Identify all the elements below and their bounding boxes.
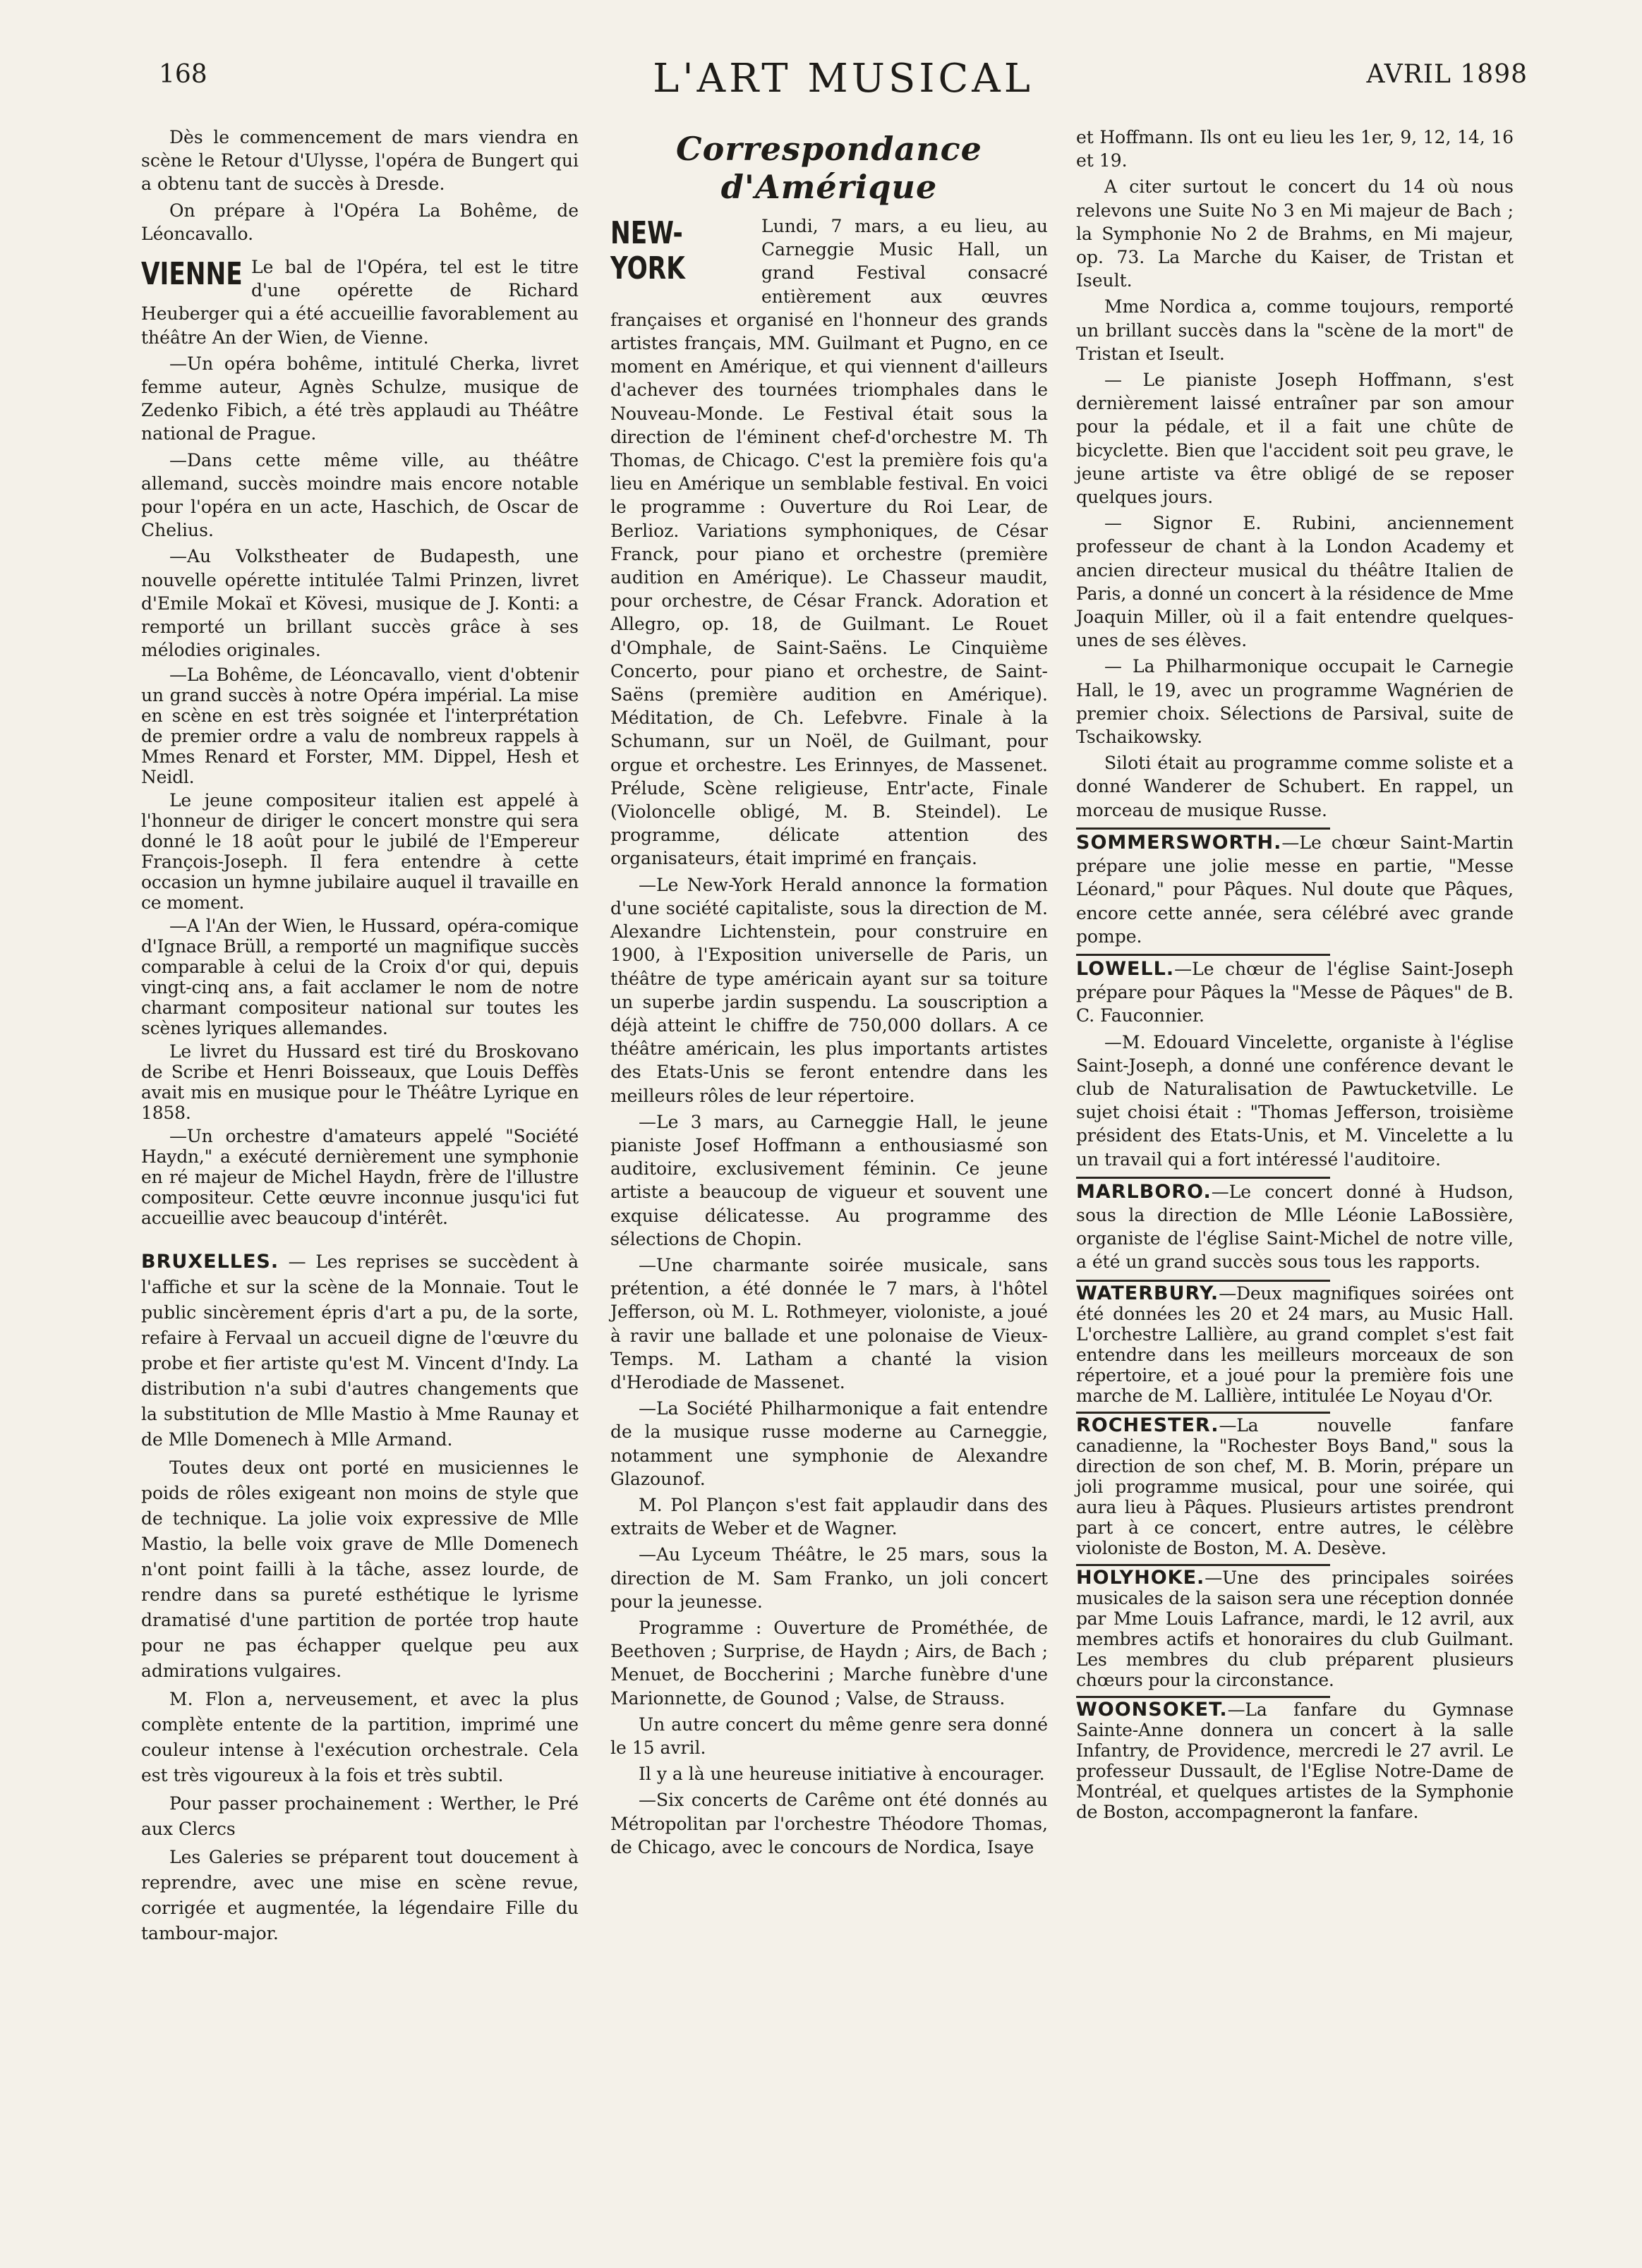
article-text: —La fanfare du Gymnase Sainte-Anne donnera un concert à la salle Infantry, de Providence, mercredi le 27 avril. Le professeur Dussault, de l'Eglise Notre-Dame de Montréal, et quelques artistes de la Symphonie de Boston, accompagneront la fanfare. [1076,1699,1514,1822]
article-paragraph: —La Société Philharmonique a fait entendre de la musique russe moderne au Carneggie, notamment une symphonie de Alexandre Glazounof. [610,1398,1048,1489]
article-paragraph: — La Philharmonique occupait le Carnegie Hall, le 19, avec un programme Wagnérien de premier choix. Sélections de Parsival, suite de Tschaikowsky. [1076,656,1514,748]
section-divider [1076,1564,1330,1566]
article-paragraph [1076,957,1514,1028]
article-paragraph: —Un orchestre d'amateurs appelé "Société Haydn," a exécuté dernièrement une symphonie en ré majeur de Michel Haydn, frère de l'illustre compositeur. Cette œuvre inconnue jusqu'ici fut accueillie avec beaucoup d'intérêt. [141,1126,579,1229]
article-paragraph: —Six concerts de Carême ont été donnés au Métropolitan par l'orchestre Théodore Thomas, de Chicago, avec le concours de Nordica, Isaye [610,1790,1048,1857]
section-divider [1076,1412,1330,1414]
article-paragraph: — Le pianiste Joseph Hoffmann, s'est dernièrement laissé entraîner par son amour pour la pédale, et il a fait une chûte de bicyclette. Bien que l'accident soit peu grave, le jeune artiste va être obligé de se reposer quelques jours. [1076,370,1514,508]
intro-paragraph: Dès le commencement de mars viendra en scène le Retour d'Ulysse, l'opéra de Bungert qui a obtenu tant de succès à Dresde. [141,127,579,195]
journal-title: L'ART MUSICAL [653,56,1034,102]
article-paragraph: Le jeune compositeur italien est appelé à l'honneur de diriger le concert monstre qui sera donné le 18 août pour le jubilé de l'Empereur François-Joseph. Il fera entendre à cette occasion un hymne jubilaire auquel il travaille en ce moment. [141,790,579,914]
article-text: —Le concert donné à Hudson, sous la direction de Mlle Léonie LaBossière, organiste de l'église Saint-Michel de notre ville, a été un grand succès sous tous les rapports. [1076,1181,1514,1273]
article-paragraph: —Une charmante soirée musicale, sans prétention, a été donnée le 7 mars, à l'hôtel Jefferson, où M. L. Rothmeyer, violoniste, a joué à ravir une ballade et une polonaise de Vieux-Temps. M. Latham a chanté la vision d'Herodiade de Massenet. [610,1254,1048,1393]
section-divider [1076,1696,1330,1698]
article-paragraph: Siloti était au programme comme soliste et a donné Wanderer de Schubert. En rappel, un morceau de musique Russe. [1076,753,1514,820]
article-paragraph: A citer surtout le concert du 14 où nous relevons une Suite No 3 en Mi majeur de Bach ; la Symphonie No 2 de Brahms, en Mi majeur, op. 73. La Marche du Kaiser, de Tristan et Iseult. [1076,176,1514,291]
article-paragraph: —M. Edouard Vincelette, organiste à l'église Saint-Joseph, a donné une conférence devant le club de Naturalisation de Pawtucketville. Le sujet choisi était : "Thomas Jefferson, troisième président des Etats-Unis, et M. Vincelette a lu un travail qui a fort intéressé l'auditoire. [1076,1031,1514,1170]
city-heading-woonsoket: WOONSOKET. [1076,1698,1228,1721]
article-text: — Les reprises se succèdent à l'affiche et sur la scène de la Monnaie. Tout le public sincèrement épris d'art a pu, de la sorte, refaire à Fervaal un accueil digne de l'œuvre du probe et fier artiste qu'est M. Vincent d'Indy. La distribution n'a subi d'autres changements que la substitution de Mlle Mastio à Mme Raunay et de Mlle Domenech à Mlle Armand. [141,1251,579,1450]
column-1 [141,126,579,1949]
article-paragraph: —Le 3 mars, au Carneggie Hall, le jeune pianiste Josef Hoffmann a enthousiasmé son auditoire, exclusivement féminin. Ce jeune artiste a beaucoup de vigueur et souvent une exquise délicatesse. Au programme des sélections de Chopin. [610,1111,1048,1249]
article-paragraph: Il y a là une heureuse initiative à encourager. [639,1764,1045,1785]
section-newyork [610,214,1048,1859]
article-paragraph: Mme Nordica a, comme toujours, remporté un brillant succès dans la "scène de la mort" de Tristan et Iseult. [1076,296,1514,364]
article-paragraph: —Un opéra bohême, intitulé Cherka, livret femme auteur, Agnès Schulze, musique de Zedenko Fibich, a été très applaudi au Théâtre national de Prague. [141,353,579,444]
article-paragraph: Les Galeries se préparent tout doucement à reprendre, avec une mise en scène revue, corrigée et augmentée, la légendaire Fille du tambour-major. [141,1847,579,1944]
section-divider [1076,1177,1330,1179]
article-paragraph [141,1249,579,1453]
article-paragraph [1076,831,1514,948]
intro-paragraph: On prépare à l'Opéra La Bohême, de Léoncavallo. [141,200,579,244]
article-text: —Le chœur de l'église Saint-Joseph prépare pour Pâques la "Messe de Pâques" de B. C. Fauconnier. [1076,958,1514,1026]
column-2 [610,126,1048,1862]
column-3 [1076,126,1514,1825]
section-title: Correspondance d'Amérique [676,130,982,206]
section-bruxelles [141,1249,579,1946]
article-paragraph: Programme : Ouverture de Prométhée, de Beethoven ; Surprise, de Haydn ; Airs, de Bach ; Menuet, de Boccherini ; Marche funèbre d'une Marionnette, de Gounod ; Valse, de Strauss. [610,1617,1048,1709]
city-heading-vienne: VIENNE [141,256,243,293]
section-vienne [141,255,579,1228]
article-paragraph: Pour passer prochainement : Werther, le Pré aux Clercs [141,1793,579,1840]
page-number: 168 [159,60,207,89]
city-heading-bruxelles: BRUXELLES. [141,1251,279,1273]
article-paragraph: — Signor E. Rubini, anciennement professeur de chant à la London Academy et ancien directeur musical du théâtre Italien de Paris, a donné un concert à la résidence de Mme Joaquin Miller, où il a fait entendre quelques-unes de ses élèves. [1076,513,1514,651]
section-divider [1076,827,1330,830]
article-paragraph: et Hoffmann. Ils ont eu lieu les 1er, 9, 12, 14, 16 et 19. [1076,127,1514,171]
article-paragraph [1076,1699,1514,1822]
article-paragraph: —Dans cette même ville, au théâtre allemand, succès moindre mais encore notable pour l'opéra en un acte, Haschich, de Oscar de Chelius. [141,449,579,541]
article-paragraph [1076,1180,1514,1274]
article-paragraph: Le livret du Hussard est tiré du Broskovano de Scribe et Henri Boisseaux, que Louis Deffès avait mis en musique pour le Théâtre Lyrique en 1858. [141,1041,579,1124]
article-paragraph [1076,1415,1514,1558]
city-heading-waterbury: WATERBURY. [1076,1282,1219,1304]
article-paragraph: Toutes deux ont porté en musiciennes le poids de rôles exigeant non moins de style que de technique. La jolie voix expressive de Mlle Mastio, la belle voix grave de Mlle Domenech n'ont point failli à la tâche, assez lourde, de rendre dans sa pureté esthétique le lyrisme dramatisé d'une partition de portée trop haute pour ne pas échapper quelque peu aux admirations vulgaires. [141,1457,579,1682]
article-paragraph: Lundi, 7 mars, a eu lieu, au Carneggie Music Hall, un grand Festival consacré entièrement aux œuvres françaises et organisé en l'honneur des grands artistes français, MM. Guilmant et Pugno, en ce moment en Amérique, et qui viennent d'ailleurs d'achever des tournées triomphales dans le Nouveau-Monde. Le Festival était sous la direction de l'éminent chef-d'orchestre M. Th Thomas, de Chicago. C'est la première fois qu'a lieu en Amérique un semblable festival. En voici le programme : Ouverture du Roi Lear, de Berlioz. Variations symphoniques, de César Franck, pour piano et orchestre (première audition en Amérique). Le Chasseur maudit, pour orchestre, de César Franck. Adoration et Allegro, op. 18, de Guilmant. Le Rouet d'Omphale, de Saint-Saëns. Le Cinquième Concerto, pour piano et orchestre, de Saint-Saëns (première audition en Amérique). Méditation, de Ch. Lefebvre. Finale à la Schumann, sur un Noël, de Guilmant, pour orgue et orchestre. Les Erinnyes, de Massenet. Prélude, Scène religieuse, Entr'acte, Finale (Violoncelle obligé, M. B. Steindel). Le programme, délicate attention des organisateurs, était imprimé en français. [610,216,1048,869]
article-paragraph: —La Bohême, de Léoncavallo, vient d'obtenir un grand succès à notre Opéra impérial. La mise en scène en est très soignée et l'interprétation de premier ordre a valu de nombreux rappels à Mmes Renard et Forster, MM. Dippel, Hesh et Neidl. [141,665,579,788]
article-paragraph: —Au Volkstheater de Budapesth, une nouvelle opérette intitulée Talmi Prinzen, livret d'Emile Mokaï et Kövesi, musique de J. Konti: a remporté un brillant succès grâce à ses mélodies originales. [141,546,579,661]
city-heading-holyhoke: HOLYHOKE. [1076,1566,1205,1589]
article-paragraph: Le bal de l'Opéra, tel est le titre d'une opérette de Richard Heuberger qui a été accueillie favorablement au théâtre An der Wien, de Vienne. [141,257,579,348]
city-heading-newyork: NEW-YORK [610,215,685,286]
article-paragraph: —Au Lyceum Théâtre, le 25 mars, sous la direction de M. Sam Franko, un joli concert pour la jeunesse. [610,1544,1048,1612]
article-paragraph: Un autre concert du même genre sera donné le 15 avril. [610,1714,1048,1758]
section-divider [1076,954,1330,956]
city-heading-sommersworth: SOMMERSWORTH. [1076,831,1282,854]
article-text: —Le chœur Saint-Martin prépare une jolie messe en partie, "Messe Léonard," pour Pâques. Nul doute que Pâques, encore cette année, sera célébré avec grande pompe. [1076,832,1514,947]
article-text: —La nouvelle fanfare canadienne, la "Rochester Boys Band," sous la direction de son chef, M. B. Morin, prépare un joli programme musical, pour une soirée, qui aura lieu à Pâques. Plusieurs artistes prendront part à ce concert, entre autres, le célèbre violoniste de Boston, M. A. Desève. [1076,1414,1514,1558]
city-heading-lowell: LOWELL. [1076,957,1175,980]
page-header [159,56,1528,102]
section-divider [1076,1280,1330,1282]
issue-date: AVRIL 1898 [1366,60,1528,89]
article-paragraph: M. Flon a, nerveusement, et avec la plus complète entente de la partition, imprimé une couleur intense à l'exécution orchestrale. Cela est très vigoureux à la fois et très subtil. [141,1689,579,1786]
article-paragraph [1076,1283,1514,1406]
article-text: —Deux magnifiques soirées ont été données les 20 et 24 mars, au Music Hall. L'orchestre Lallière, au grand complet s'est fait entendre dans les meilleurs morceaux de son répertoire, et a joué pour la première fois une marche de M. Lallière, intitulée Le Noyau d'Or. [1076,1282,1514,1406]
article-paragraph: —Le New-York Herald annonce la formation d'une société capitaliste, sous la direction de M. Alexandre Lichtenstein, pour construire en 1900, à l'Exposition universelle de Paris, un théâtre de type américain ayant sur sa toiture un superbe jardin suspendu. La souscription a déjà atteint le chiffre de 750,000 dollars. A ce théâtre américain, les plus importants artistes des Etats-Unis se feront entendre dans les meilleurs rôles de leur répertoire. [610,874,1048,1106]
city-heading-rochester: ROCHESTER. [1076,1414,1219,1436]
article-paragraph: M. Pol Plançon s'est fait applaudir dans des extraits de Weber et de Wagner. [610,1494,1048,1539]
article-text: —Une des principales soirées musicales de la saison sera une réception donnée par Mme Louis Lafrance, mardi, le 12 avril, aux membres actifs et honoraires du club Guilmant. Les membres du club préparent plusieurs chœurs pour la circonstance. [1076,1567,1514,1690]
city-heading-marlboro: MARLBORO. [1076,1180,1212,1203]
article-paragraph [1076,1567,1514,1690]
article-paragraph: —A l'An der Wien, le Hussard, opéra-comique d'Ignace Brüll, a remporté un magnifique succès comparable à celui de la Croix d'or qui, depuis vingt-cinq ans, a fait acclamer le nom de notre charmant compositeur national sur toutes les scènes lyriques allemandes. [141,916,579,1039]
